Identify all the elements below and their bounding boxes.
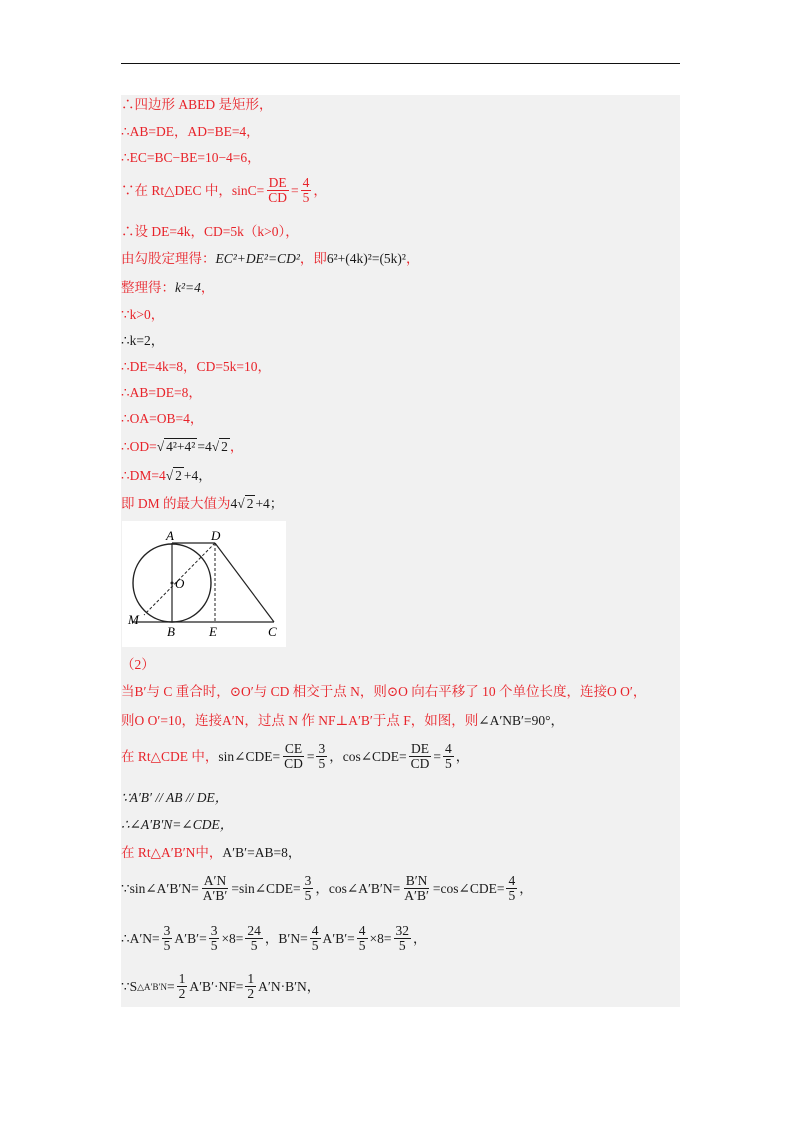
line-2: ∴AB=DE，AD=BE=4， xyxy=(121,124,260,139)
line-5: ∴设 DE=4k，CD=5k（k>0）， xyxy=(121,224,299,239)
label-d: D xyxy=(211,528,221,543)
line-4: ∵在 Rt△DEC 中，sinC= $\frac{DE}{CD}$ = $\frac{4}{5}$ ， xyxy=(121,175,327,205)
line-23: ∴A′N= $\frac{3}{5}$ A′B′= $\frac{3}{5}$ ×8= $\frac{24}{5}$ ，B′N= $\frac{4}{5}$ A′B′= $\frac{4}{5}$ ×8= $\frac{32}{5}$ ， xyxy=(121,923,427,953)
line-22: ∵sin∠A′B′N= $\frac{A'N}{A'B'}$ =sin∠CDE= $\frac{3}{5}$ ，cos∠A′B′N= $\frac{B'N}{A'B'}$ =cos∠CDE= $\frac{4}{5}$ ， xyxy=(121,873,533,903)
segment-dc xyxy=(215,543,274,622)
line-14: ∴DM=4 √ 2 +4， xyxy=(121,467,212,483)
line-9: ∴k=2， xyxy=(121,333,165,348)
line-3: ∴EC=BC−BE=10−4=6， xyxy=(121,150,261,165)
line-7: 整理得： k²=4 ， xyxy=(121,280,215,295)
line-15: 即 DM 的最大值为 4 √ 2 +4； xyxy=(121,495,284,511)
part-2-heading: （2） xyxy=(121,657,155,672)
line-18: 在 Rt△CDE 中， sin∠CDE= $\frac{CE}{CD}$ = $\frac{3}{5}$ ，cos∠CDE= $\frac{DE}{CD}$ = $\frac{4}{5}$ ， xyxy=(121,741,470,771)
line-1: ∴四边形 ABED 是矩形， xyxy=(121,97,273,112)
line-12: ∴OA=OB=4， xyxy=(121,411,204,426)
label-e: E xyxy=(209,624,217,639)
line-16: 当B′与 C 重合时，⊙O′与 CD 相交于点 N，则⊙O 向右平移了 10 个单位长度，连接O O′， xyxy=(121,684,647,699)
label-m: M xyxy=(128,612,139,627)
line-10: ∴DE=4k=8，CD=5k=10， xyxy=(121,359,272,374)
line-8: ∵k>0， xyxy=(121,307,165,322)
header-rule xyxy=(121,63,680,64)
label-o: O xyxy=(175,576,185,591)
label-c: C xyxy=(268,624,277,639)
line-11: ∴AB=DE=8， xyxy=(121,385,202,400)
line-17: 则O O′=10，连接A′N，过点 N 作 NF⊥A′B′于点 F，如图，则 ∠A′NB′=90°， xyxy=(121,713,564,728)
label-b: B xyxy=(167,624,175,639)
line-24: ∵S △A′B′N = $\frac{1}{2}$ A′B′·NF= $\frac{1}{2}$ A′N·B′N， xyxy=(121,971,321,1001)
line-6: 由勾股定理得： EC²+DE²=CD² ，即 6²+(4k)²=(5k)² ， xyxy=(121,251,420,266)
geometry-figure xyxy=(122,521,286,647)
center-dot xyxy=(171,582,174,585)
label-a: A xyxy=(166,528,174,543)
figure-svg xyxy=(122,521,286,647)
line-21: 在 Rt△A′B′N中， A′B′=AB=8， xyxy=(121,845,302,860)
line-20: ∴∠A′B′N=∠CDE， xyxy=(121,817,234,832)
line-19: ∵A′B′ // AB // DE， xyxy=(121,790,229,805)
line-13: ∴OD= √ 4²+4² =4 √ 2 ， xyxy=(121,438,244,454)
